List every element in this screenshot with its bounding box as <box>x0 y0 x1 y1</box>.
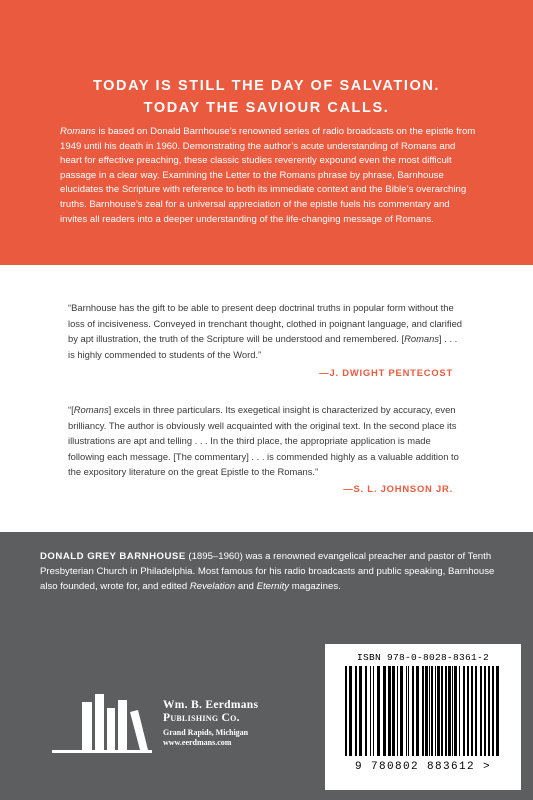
magazine-eternity: Eternity <box>256 581 290 592</box>
barcode-bar <box>365 666 367 756</box>
headline-line-2: TODAY THE SAVIOUR CALLS. <box>143 100 390 116</box>
barcode-bar <box>459 666 460 756</box>
barcode-bar <box>475 666 477 756</box>
barcode-bar <box>463 666 465 756</box>
quote-2-italic: Romans <box>73 404 109 415</box>
publisher-block <box>163 699 258 748</box>
barcode-bar <box>377 666 380 756</box>
barcode-bar <box>488 666 490 756</box>
book-description <box>60 125 476 227</box>
top-band <box>0 0 533 265</box>
endorsement-attribution-1: —J. DWIGHT PENTECOST <box>319 367 453 378</box>
author-bio-text-1: (1895–1960) was a renowned evangelical preacher and pastor of Tenth Presbyterian Church in Philadelphia. Most famous for his radio broadcasts and public speaking, Barnhouse also founded, wrote for, and edited <box>40 551 495 592</box>
barcode-bar <box>445 666 447 756</box>
barcode-bar <box>345 666 347 756</box>
barcode-bar <box>408 666 409 756</box>
barcode-bar <box>349 666 352 756</box>
headline <box>0 75 533 119</box>
barcode-bar <box>388 666 391 756</box>
barcode-bar <box>492 666 494 756</box>
quote-1-before: “Barnhouse has the gift to be able to present deep doctrinal truths in popular form without the loss of incisiveness. Conveyed in trenchant thought, clothed in poignant language, and clarified by apt illustration, the truth of the Scripture will be understood and remembered. [ <box>68 302 463 345</box>
barcode-bar <box>383 666 386 756</box>
bottom-band <box>0 532 533 800</box>
author-name: DONALD GREY BARNHOUSE <box>40 551 186 562</box>
barcode-bar <box>471 666 473 756</box>
barcode-bar <box>370 666 371 756</box>
barcode-bar <box>422 666 424 756</box>
barcode-bar <box>400 666 403 756</box>
barcode-bar <box>454 666 457 756</box>
barcode-digits: 9 780802 883612 > <box>354 761 492 773</box>
book-title-italic: Romans <box>60 126 96 137</box>
publisher-city: Grand Rapids, Michigan <box>163 728 249 737</box>
barcode-bars-icon <box>339 666 507 760</box>
publisher-name-line-2: Publishing Co. <box>163 712 240 724</box>
barcode-bar <box>480 666 482 756</box>
barcode-bar <box>416 666 419 756</box>
barcode-bar <box>397 666 398 756</box>
barcode-bar <box>496 666 499 756</box>
isbn-label: ISBN 978-0-8028-8361-2 <box>356 652 490 663</box>
author-bio-text-3: magazines. <box>289 581 341 592</box>
barcode-bar <box>392 666 395 756</box>
headline-line-1: TODAY IS STILL THE DAY OF SALVATION. <box>92 78 441 94</box>
barcode-bar <box>452 666 453 756</box>
barcode-bar <box>467 666 469 756</box>
quote-1-italic: Romans <box>404 333 440 345</box>
barcode-bar <box>431 666 433 756</box>
endorsement-quote-2 <box>68 402 466 480</box>
barcode-bar <box>355 666 357 756</box>
publisher-name-line-1: Wm. B. Eerdmans <box>163 699 259 711</box>
author-bio <box>40 549 495 594</box>
barcode-bar <box>359 666 362 756</box>
eerdmans-books-logo-icon <box>52 682 160 754</box>
barcode-bar <box>448 666 451 756</box>
author-bio-text-2: and <box>235 581 257 592</box>
quote-2-before: “[ <box>68 404 74 415</box>
barcode-bar <box>441 666 443 756</box>
publisher-url: www.eerdmans.com <box>163 738 232 747</box>
barcode-bar <box>435 666 436 756</box>
barcode-bar <box>425 666 428 756</box>
barcode-bar <box>429 666 430 756</box>
isbn-barcode <box>325 644 521 790</box>
magazine-revelation: Revelation <box>189 581 236 592</box>
endorsement-quote-1 <box>68 300 466 362</box>
book-description-text: is based on Donald Barnhouse’s renowned series of radio broadcasts on the epistle from 1949 until his death in 1960. Demonstrating the author’s acute understanding of Romans and heart for effective preaching, these classic studies reverently expound even the most difficult passage in a clear way. Examining the Letter to the Romans phrase by phrase, Barnhouse elucidates the Scripture with reference to both its immediate context and the Bible’s overarching truths. Barnhouse’s zeal for a universal appreciation of the epistle fuels his commentary and invites all readers into a deeper understanding of the life-changing message of Romans. <box>60 126 476 225</box>
quote-1-after: ] . . . is highly commended to students of the Word.” <box>68 333 458 360</box>
barcode-bar <box>484 666 486 756</box>
barcode-bar <box>412 666 414 756</box>
barcode-bar <box>437 666 440 756</box>
endorsements-section <box>0 265 533 532</box>
barcode-bar <box>373 666 374 756</box>
barcode-bar <box>406 666 407 756</box>
quote-2-after: ] excels in three particulars. Its exegetical insight is characterized by accuracy, even brilliancy. The author is obviously well acquainted with the original text. In the second place its illustrations are apt and telling . . . In the third place, the appropriate application is made following each message. [The commentary] . . . is commended highly as a valuable addition to the expository literature on the great Epistle to the Romans.” <box>68 404 459 478</box>
endorsement-attribution-2: —S. L. JOHNSON JR. <box>343 483 453 494</box>
